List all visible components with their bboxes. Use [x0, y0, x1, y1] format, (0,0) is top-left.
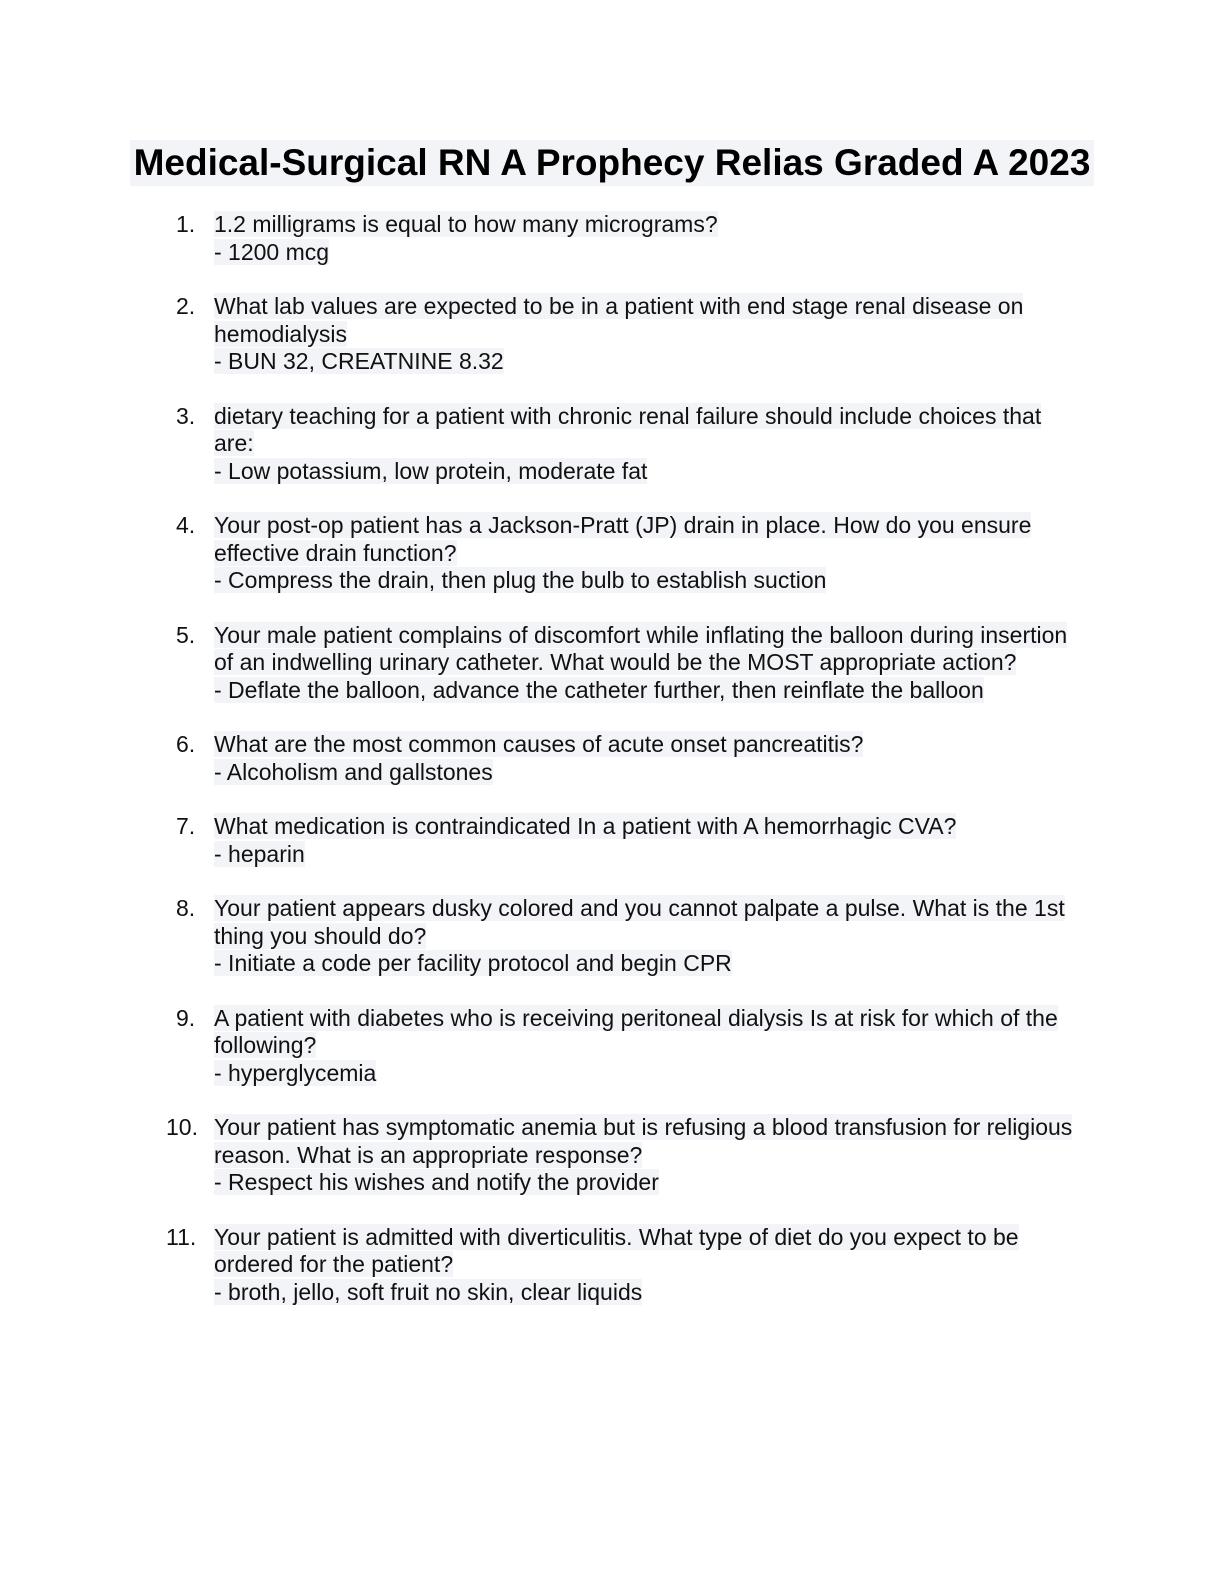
question-list [166, 211, 1080, 1333]
item-number: 5. [176, 621, 196, 648]
answer-text [214, 567, 1080, 595]
question-text [214, 512, 1080, 567]
answer-text-span: - Deflate the balloon, advance the catheter further, then reinflate the balloon [214, 676, 984, 703]
question-text [214, 622, 1080, 677]
answer-text-span: - BUN 32, CREATNINE 8.32 [214, 348, 504, 374]
question-text-span: dietary teaching for a patient with chronic renal failure should include choices that are: [214, 402, 1042, 456]
question-text [214, 293, 1080, 348]
title-container [0, 140, 1224, 186]
item-number: 6. [176, 731, 196, 757]
question-text [214, 1114, 1080, 1169]
question-text-span: Your patient has symptomatic anemia but is refusing a blood transfusion for religious reason. What is an appropriate response? [214, 1114, 1073, 1168]
question-text-span: Your patient is admitted with diverticulitis. What type of diet do you expect to be ordered for the patient? [214, 1223, 1019, 1277]
answer-text [214, 348, 1080, 376]
question-text [214, 895, 1080, 950]
question-text [214, 1224, 1080, 1279]
answer-text [214, 759, 1080, 787]
answer-text-span: - Alcoholism and gallstones [214, 758, 493, 785]
answer-text-span: - Low potassium, low protein, moderate fat [214, 457, 648, 484]
item-number: 11. [166, 1223, 197, 1250]
list-item [170, 895, 1080, 978]
question-text [214, 211, 1080, 239]
item-number: 10. [166, 1114, 198, 1140]
list-item [170, 622, 1080, 705]
question-text-span: A patient with diabetes who is receiving peritoneal dialysis Is at risk for which of the following? [214, 1004, 1058, 1058]
answer-text-span: - heparin [214, 840, 305, 867]
answer-text [214, 239, 1080, 267]
item-number: 1. [176, 211, 196, 237]
answer-text [214, 1279, 1080, 1307]
list-item [170, 1005, 1080, 1088]
item-number: 2. [176, 293, 196, 319]
question-text-span: 1.2 milligrams is equal to how many micrograms? [214, 211, 718, 237]
item-number: 3. [176, 402, 196, 429]
question-text-span: What lab values are expected to be in a patient with end stage renal disease on hemodialysis [214, 293, 1024, 347]
list-item [170, 731, 1080, 786]
answer-text-span: - Initiate a code per facility protocol and begin CPR [214, 950, 732, 976]
answer-text-span: - Respect his wishes and notify the provider [214, 1169, 659, 1195]
answer-text [214, 1169, 1080, 1197]
question-text-span: What are the most common causes of acute onset pancreatitis? [214, 731, 864, 757]
page-title: Medical-Surgical RN A Prophecy Relias Graded A 2023 [130, 140, 1095, 186]
item-number: 9. [176, 1004, 196, 1031]
answer-text-span: - broth, jello, soft fruit no skin, clear liquids [214, 1278, 643, 1305]
question-text [214, 403, 1080, 458]
question-text [214, 1005, 1080, 1060]
question-text-span: Your post-op patient has a Jackson-Pratt (JP) drain in place. How do you ensure effective drain function? [214, 512, 1032, 566]
list-item [170, 512, 1080, 595]
answer-text-span: - hyperglycemia [214, 1059, 377, 1086]
question-text-span: Your patient appears dusky colored and you cannot palpate a pulse. What is the 1st thing you should do? [214, 895, 1065, 949]
list-item [170, 293, 1080, 376]
question-text [214, 813, 1080, 841]
list-item [166, 1114, 1080, 1197]
answer-text [214, 677, 1080, 705]
question-text-span: What medication is contraindicated In a patient with A hemorrhagic CVA? [214, 813, 957, 839]
item-number: 8. [176, 895, 196, 921]
item-number: 7. [176, 813, 196, 839]
answer-text [214, 458, 1080, 486]
list-item [170, 813, 1080, 868]
list-item [170, 211, 1080, 266]
answer-text [214, 950, 1080, 978]
answer-text [214, 1060, 1080, 1088]
answer-text-span: - 1200 mcg [214, 238, 330, 265]
answer-text [214, 841, 1080, 869]
answer-text-span: - Compress the drain, then plug the bulb to establish suction [214, 567, 827, 593]
list-item [166, 1223, 1080, 1307]
list-item [170, 403, 1080, 486]
question-text-span: Your male patient complains of discomfort while inflating the balloon during insertion of an indwelling urinary catheter. What would be the MOST appropriate action? [214, 621, 1068, 675]
item-number: 4. [176, 512, 196, 538]
question-text [214, 731, 1080, 759]
